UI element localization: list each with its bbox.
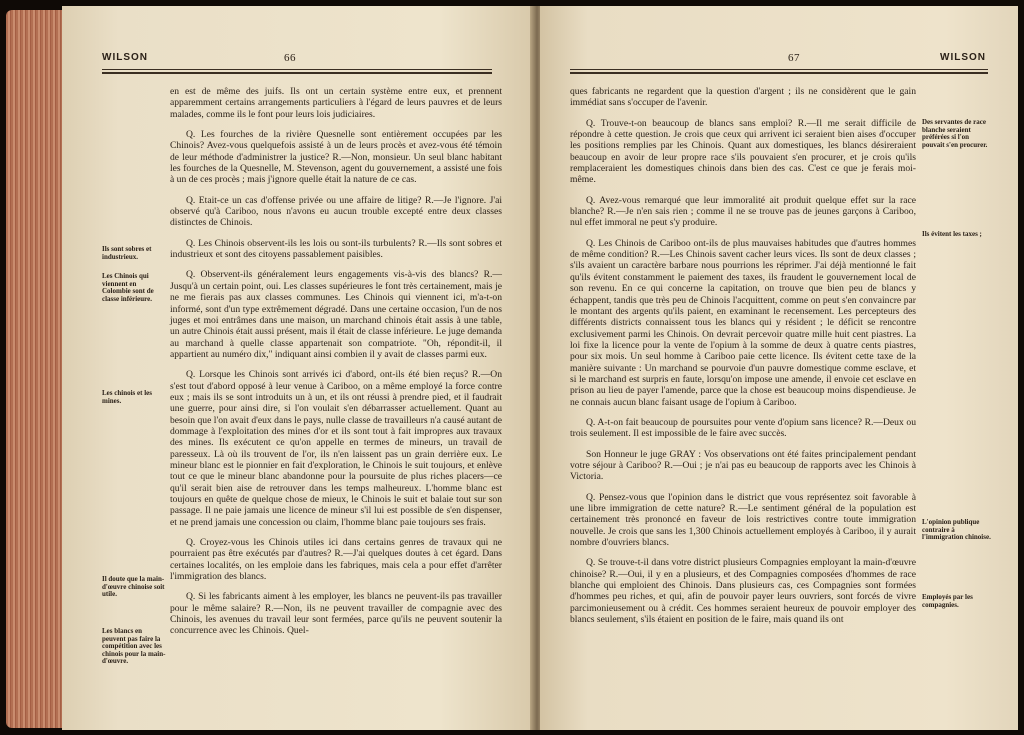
paragraph: Q. Etait-ce un cas d'offense privée ou une affaire de litige? R.—Je l'ignore. J'ai observé qu'à Cariboo, nous n'avons eu aucun trouble excepté entre deux classes distinctes de Chinois. [170, 194, 502, 229]
left-header-rule-thick [102, 72, 492, 74]
margin-note: Ils évitent les taxes ; [922, 230, 982, 238]
right-page [540, 6, 1018, 730]
paragraph: en est de même des juifs. Ils ont un certain système entre eux, et prennent apparemment certains arrangements particuliers à l'égard de leurs pauvres et de leurs malades, comme ils le font pour leurs lois judiciaires. [170, 86, 502, 120]
paragraph: Q. Les Chinois de Cariboo ont-ils de plus mauvaises habitudes que d'autres hommes de même condition? R.—Les Chinois savent cacher leurs vices. Ils sont de deux classes ; s'ils avaient un caractère barbare nous pourrions les réprimer. J'ai déjà mentionné le fait qu'ils évitent constamment le paiement des taxes, ils fraudent le gouvernement local de son revenu. En ce qui concerne la capitation, on trouve que bien peu de blancs y échappent, tandis que très peu de Chinois l'acquittent, comme on peut s'en convaincre par le montant des argents qu'ils paient, en examinant le recensement. Les percepteurs des différents districts connaissent tous les blancs qui y résident ; le déficit se rencontre exclusivement parmi les Chinois. On devrait percevoir quatre mille huit cent piastres. La loi fixe la licence pour la vente de l'opium à la somme de deux à quatre cents piastres, pour six mois. Un seul homme à Cariboo paie cette licence. Ils évitent cette taxe de la manière suivante : Un marchand se pourvoie d'un pauvre domestique comme esclave, et si le marchand est surpris en faute, lorsqu'on impose une amende, il envoie cet esclave en prison au lieu de payer l'amende, parce que la chose est beaucoup moins dispendieuse. Je ne connais aucun blanc faisant usage de l'opium à Cariboo. [570, 237, 916, 408]
left-page-number: 66 [284, 52, 296, 64]
paragraph: Q. Les fourches de la rivière Quesnelle sont entièrement occupées par les Chinois? Avez-vous quelquefois assisté à un de leurs procès et avez-vous été témoin de leur méthode d'administrer la justice? R.—Non, monsieur. Un seul blanc habitant les fourches de la Quesnelle, M. Stevenson, agent du gouvernement, a assisté une fois à un de ces procès ; mais j'ignore quelle était la nature de ce cas. [170, 129, 502, 186]
paragraph: Q. Croyez-vous les Chinois utiles ici dans certains genres de travaux qui ne pourraient pas être exécutés par d'autres? R.—J'ai quelques doutes à cet égard. Dans certaines localités, on les emploie dans les fabriques, mais cela a pour effet d'arrêter l'immigration des blancs. [170, 537, 502, 583]
paragraph: Q. Se trouve-t-il dans votre district plusieurs Compagnies employant la main-d'œuvre chinoise? R.—Oui, il y en a plusieurs, et des Compagnies composées d'hommes de race blanche qui emploient des Chinois. Dans plusieurs cas, ces Compagnies sont formées d'hommes peu riches, et qui, afin de pouvoir payer leurs ouvriers, sont forcés de vivre parcimonieusement ou à crédit. Ces hommes seraient heureux de pouvoir employer des blancs seulement, s'ils étaient en position de le faire, mais quand ils ont [570, 557, 916, 626]
margin-note: Ils sont sobres et industrieux. [102, 245, 152, 261]
margin-note: Les Chinois qui viennent en Colombie sont de classe inférieure. [102, 272, 154, 303]
left-text-column [170, 86, 502, 646]
paragraph: Q. Les Chinois observent-ils les lois ou sont-ils turbulents? R.—Ils sont sobres et industrieux et sont des citoyens passablement paisibles. [170, 237, 502, 261]
right-header-rule-thick [570, 72, 988, 74]
right-header-rule [570, 69, 988, 70]
margin-note: Des servantes de race blanche seraient préférées si l'on pouvait s'en procurer. [922, 118, 988, 149]
margin-note: L'opinion publique contraire à l'immigration chinoise. [922, 518, 991, 542]
right-running-title: WILSON [940, 52, 986, 63]
left-header-rule [102, 69, 492, 70]
paragraph: Q. Si les fabricants aiment à les employer, les blancs ne peuvent-ils pas travailler pour le même salaire? R.—Non, ils ne peuvent travailler de compagnie avec des Chinois, les avenues du travail leur sont fermées, parce qu'ils ne peuvent soutenir la concurrence avec les Chinois. Quel- [170, 591, 502, 637]
paragraph: Q. Pensez-vous que l'opinion dans le district que vous représentez soit favorable à une libre immigration de cette nature? R.—Le sentiment général de la population est certainement très prononcé en faveur de lois restrictives contre toute immigration nouvelle. Je crois que sans les 1,300 Chinois actuellement employés à Cariboo, il y aurait nombre d'ouvriers blancs. [570, 491, 916, 549]
paragraph: Q. Avez-vous remarqué que leur immoralité ait produit quelque effet sur la race blanche? R.—Je n'en sais rien ; comme il ne se trouve pas de jeunes garçons à Cariboo, nul effet immoral ne peut s'y produire. [570, 194, 916, 229]
paragraph: Q. Trouve-t-on beaucoup de blancs sans emploi? R.—Il me serait difficile de répondre à cette question. Je crois que ceux qui arrivent ici seraient bien aises d'occuper les positions remplies par les Chinois. Quant aux domestiques, les blancs désireraient beaucoup en avoir de leur propre race s'ils pouvaient s'en procurer, et je crois qu'ils remplaceraient les domestiques chinois dans bien des cas. C'est ce que je ferais moi-même. [570, 117, 916, 186]
left-running-title: WILSON [102, 52, 148, 63]
left-page [62, 6, 534, 730]
right-page-number: 67 [788, 52, 800, 64]
paragraph: Son Honneur le juge GRAY : Vos observations ont été faites principalement pendant votre séjour à Cariboo? R.—Oui ; je n'ai pas eu beaucoup de rapports avec les Chinois à Victoria. [570, 448, 916, 483]
paragraph: Q. Lorsque les Chinois sont arrivés ici d'abord, ont-ils été bien reçus? R.—On s'est tout d'abord opposé à leur venue à Cariboo, on a même employé la force contre eux ; mais ils se sont introduits un à un, et ils ont réussi à prendre pied, et il faudrait une guerre, pour ainsi dire, si l'on voulait s'en débarrasser actuellement. Quant au besoin que l'on avait d'eux dans le pays, nulle classe de travailleurs n'a causé autant de dommage à l'exploitation des mines d'or et ils sont tout à fait impropres aux travaux des mines. Ils exécutent ce qu'on appelle en termes de mineurs, un travail de paresseux. Là où ils trouvent de l'or, ils n'en laissent pas un grain derrière eux. Le mineur blanc est le pionnier en fait d'exploration, le Chinois le suit toujours, et enlève tout ce que le mineur blanc abandonne pour la poursuite de plus riches placers—ce qu'il serait bien aise de retrouver dans les temps malheureux. L'homme blanc est toujours en quête de quelque chose de mieux, le Chinois le suit et balaie tout sur son passage. Il ne paie jamais une licence de mineur s'il lui est possible de s'en dispenser, et ne prend jamais une concession ou claim, l'homme blanc paie toujours ses frais. [170, 369, 502, 528]
margin-note: Les blancs en peuvent pas faire la compétition avec les chinois pour la main-d'œuvre. [102, 627, 166, 666]
page-edges [6, 10, 66, 728]
paragraph: Q. Observent-ils généralement leurs engagements vis-à-vis des blancs? R.—Jusqu'à un certain point, oui. Les classes supérieures le font très certainement, mais je ne me fierais pas aux classes communes. Les Chinois qui viennent ici, m'a-t-on informé, sont d'un type extrêmement dégradé. Dans une certaine occasion, l'un de nos juges et moi entrâmes dans une maison, un marchand chinois était assis à une table, un autre Chinois était aussi présent, mais il était de classe inférieure. Le juge demanda au marchand à quelle classe appartenait son compatriote. "Oh, répondit-il, il appartient au numéro dix," indiquant ainsi combien il y avait de classes parmi eux. [170, 269, 502, 360]
paragraph: ques fabricants ne regardent que la question d'argent ; ils ne considèrent que le gain immédiat sans s'occuper de l'avenir. [570, 86, 916, 109]
margin-note: Employés par les compagnies. [922, 593, 973, 609]
right-text-column [570, 86, 916, 634]
paragraph: Q. A-t-on fait beaucoup de poursuites pour vente d'opium sans licence? R.—Deux ou trois seulement. Il est impossible de le faire avec succès. [570, 416, 916, 440]
margin-note: Il doute que la main-d'œuvre chinoise soit utile. [102, 575, 165, 599]
margin-note: Les chinois et les mines. [102, 389, 152, 405]
